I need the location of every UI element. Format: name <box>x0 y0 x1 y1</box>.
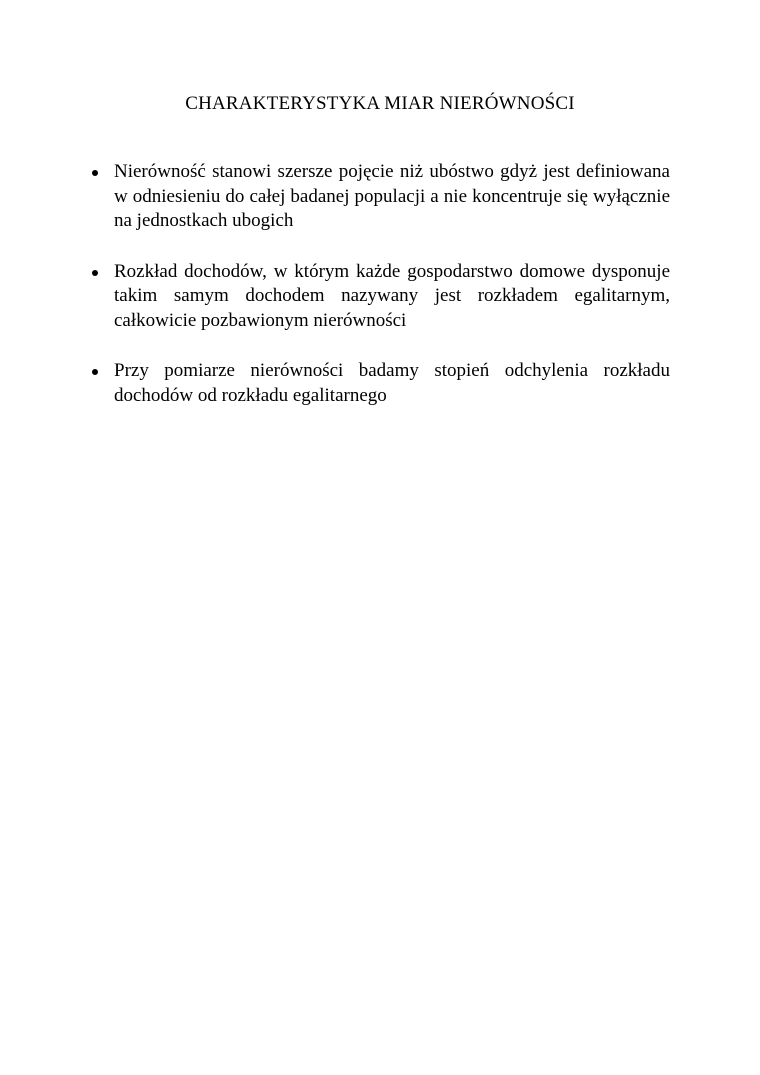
bullet-icon <box>92 270 98 276</box>
list-item <box>88 359 670 408</box>
bullet-icon <box>92 369 98 375</box>
bullet-text: Nierówność stanowi szersze pojęcie niż ubóstwo gdyż jest definiowana w odniesieniu do całej badanej populacji a nie koncentruje się wyłącznie na jednostkach ubogich <box>114 161 670 231</box>
bullet-text: Rozkład dochodów, w którym każde gospodarstwo domowe dysponuje takim samym dochodem nazywany jest rozkładem egalitarnym, całkowicie pozbawionym nierówności <box>114 260 670 331</box>
list-item <box>88 160 670 234</box>
list-item <box>88 260 670 334</box>
page-title: CHARAKTERYSTYKA MIAR NIERÓWNOŚCI <box>185 93 575 114</box>
bullet-text: Przy pomiarze nierówności badamy stopień odchylenia rozkładu dochodów od rozkładu egalitarnego <box>114 360 670 406</box>
bullet-list <box>88 160 670 434</box>
bullet-icon <box>92 170 98 176</box>
